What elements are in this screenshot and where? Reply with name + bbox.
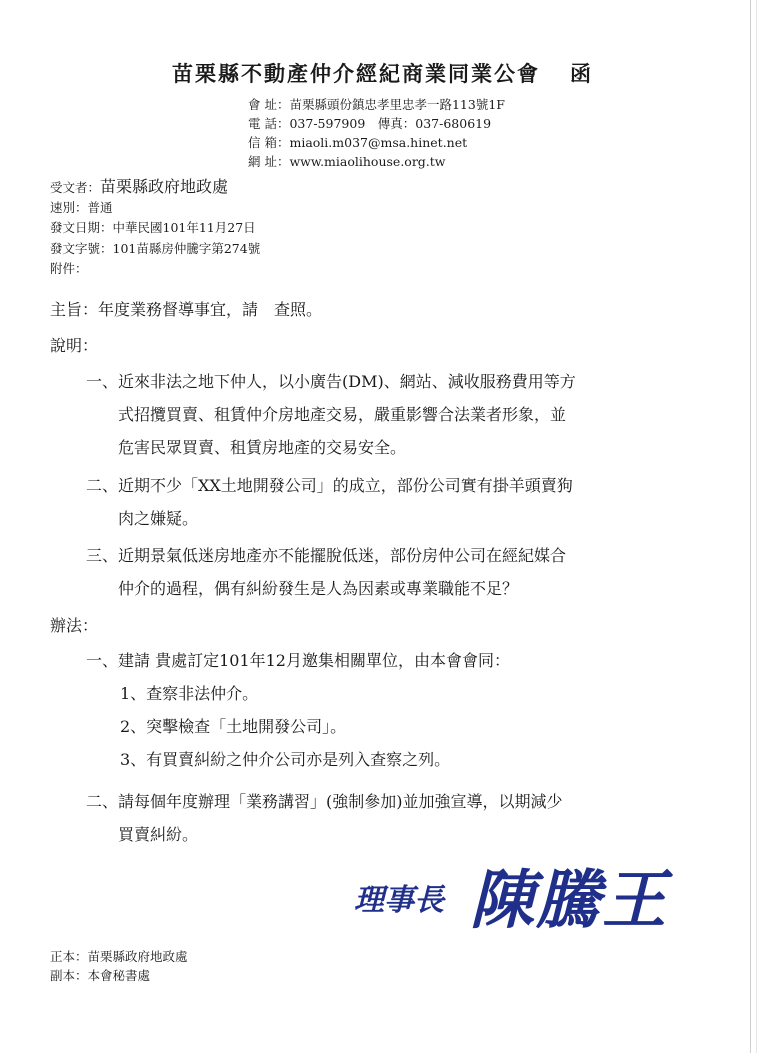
measures-item-1 [86, 644, 510, 677]
doc-type: 函 [570, 61, 593, 86]
explanation-item-1 [86, 365, 576, 464]
item-line: 請每個年度辦理「業務講習」(強制參加)並加強宣導，以期減少 [118, 792, 563, 811]
distribution-block [50, 947, 188, 985]
scan-edge [750, 0, 751, 1053]
subject: 主旨：年度業務督導事宜，請 查照。 [50, 300, 323, 319]
recipient-label: 受文者： [50, 180, 101, 195]
original-recipient: 正本：苗栗縣政府地政處 [50, 949, 188, 964]
item-line: 買賣糾紛。 [118, 825, 199, 844]
measures-subitems [120, 677, 450, 776]
item-number: 三、 [86, 546, 119, 565]
item-number: 二、 [86, 476, 119, 495]
subitem: 3、有買賣糾紛之仲介公司亦是列入查察之列。 [120, 750, 451, 769]
recipient-line [50, 177, 260, 198]
explanation-item-3 [86, 539, 566, 605]
item-line: 肉之嫌疑。 [118, 509, 199, 528]
scan-edge [756, 0, 757, 1053]
issue-date: 發文日期：中華民國101年11月27日 [50, 220, 256, 235]
signature-name: 陳騰王 [470, 863, 668, 938]
measures-label: 辦法： [50, 616, 99, 635]
measures-item-2 [86, 785, 563, 851]
attachment: 附件： [50, 261, 88, 276]
letterhead-title [0, 58, 765, 88]
speed: 速別：普通 [50, 199, 113, 215]
subitem: 2、突擊檢查「土地開發公司」。 [120, 717, 347, 736]
contact-address: 會 址：苗栗縣頭份鎮忠孝里忠孝一路113號1F [248, 97, 505, 112]
meta-block [50, 177, 260, 280]
contact-email: 信 箱：miaoli.m037@msa.hinet.net [248, 135, 468, 150]
org-title: 苗栗縣不動產仲介經紀商業同業公會 [172, 61, 540, 86]
explanation-label: 說明： [50, 336, 99, 355]
contact-phone: 電 話：037-597909 傳真：037-680619 [248, 116, 492, 131]
item-line: 近期不少「XX土地開發公司」的成立，部份公司實有掛羊頭賣狗 [118, 476, 573, 495]
item-line: 建請 貴處訂定101年12月邀集相關單位，由本會會同： [118, 651, 510, 670]
item-line: 危害民眾買賣、租賃房地產的交易安全。 [118, 438, 407, 457]
doc-number: 發文字號：101苗縣房仲騰字第274號 [50, 240, 261, 256]
item-line: 式招攬買賣、租賃仲介房地產交易，嚴重影響合法業者形象，並 [118, 405, 567, 424]
item-number: 一、 [86, 372, 119, 391]
contact-website: 網 址：www.miaolihouse.org.tw [248, 154, 446, 169]
signature [352, 852, 692, 938]
signature-title: 理事長 [354, 883, 444, 918]
explanation-item-2 [86, 469, 573, 535]
subitem: 1、查察非法仲介。 [120, 684, 259, 703]
item-number: 二、 [86, 792, 119, 811]
recipient: 苗栗縣政府地政處 [100, 177, 229, 196]
item-line: 近來非法之地下仲人，以小廣告(DM)、網站、減收服務費用等方 [118, 372, 576, 391]
item-line: 近期景氣低迷房地產亦不能擺脫低迷，部份房仲公司在經紀媒合 [118, 546, 567, 565]
item-line: 仲介的過程，偶有糾紛發生是人為因素或專業職能不足？ [118, 579, 519, 598]
contact-block [248, 95, 505, 171]
copy-recipient: 副本：本會秘書處 [50, 968, 151, 983]
item-number: 一、 [86, 651, 119, 670]
